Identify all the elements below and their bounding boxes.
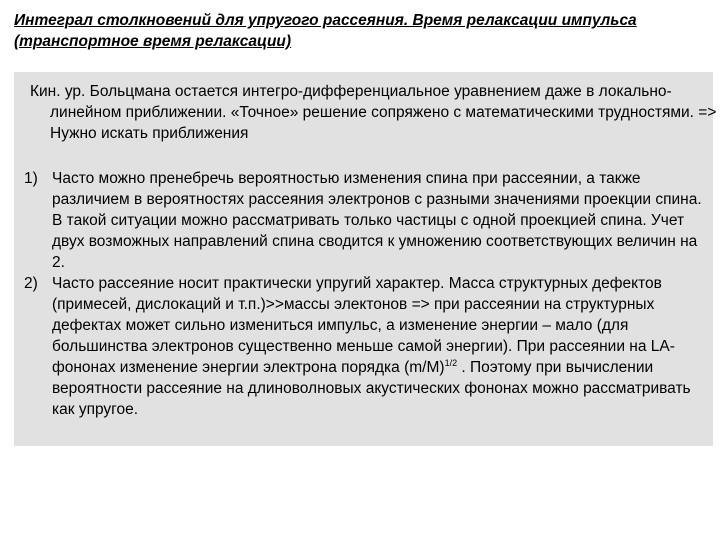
list-item-text xyxy=(52,273,707,420)
list-item-text: Часто можно пренебречь вероятностью изменения спина при рассеянии, а также различием в вероятностях рассеяния электронов с разными значениями проекции спина. В такой ситуации можно рассматривать только частицы с одной проекцией спина. Учет двух возможных направлений спина сводится к умножению соответствующих величин на 2. xyxy=(52,170,702,271)
list-item-text-before: Часто рассеяние носит практически упругий характер. Масса структурных дефектов (примесей, дислокаций и т.п.)>>массы электонов => при рассеянии на структурных дефектах может сильно измениться импульс, а изменение энергии – мало (для большинства электронов существенно меньше самой энергии). При рассеянии на LA-фононах изменение энергии электрона порядка (m/M) xyxy=(52,275,675,376)
slide-title: Интеграл столкновений для упругого рассеяния. Время релаксации импульса (транспортное время релаксации) xyxy=(14,12,637,50)
list-item-number: 1) xyxy=(24,170,38,187)
exponent-superscript: 1/2 xyxy=(444,358,458,368)
list-item-text-after: . Поэтому при вычислении вероятности рассеяние на длиноволновых акустических фононах можно рассматривать как упругое. xyxy=(52,359,691,418)
intro-paragraph: Кин. ур. Больцмана остается интегро-дифференциальное уравнением даже в локально-линейном приближении. «Точное» решение сопряжено с математическими трудностями. => Нужно искать приближения xyxy=(30,83,717,142)
list-item xyxy=(24,168,707,273)
numbered-list xyxy=(24,168,707,420)
content-panel xyxy=(14,72,717,446)
list-item xyxy=(24,273,707,420)
list-item-number: 2) xyxy=(24,275,38,292)
